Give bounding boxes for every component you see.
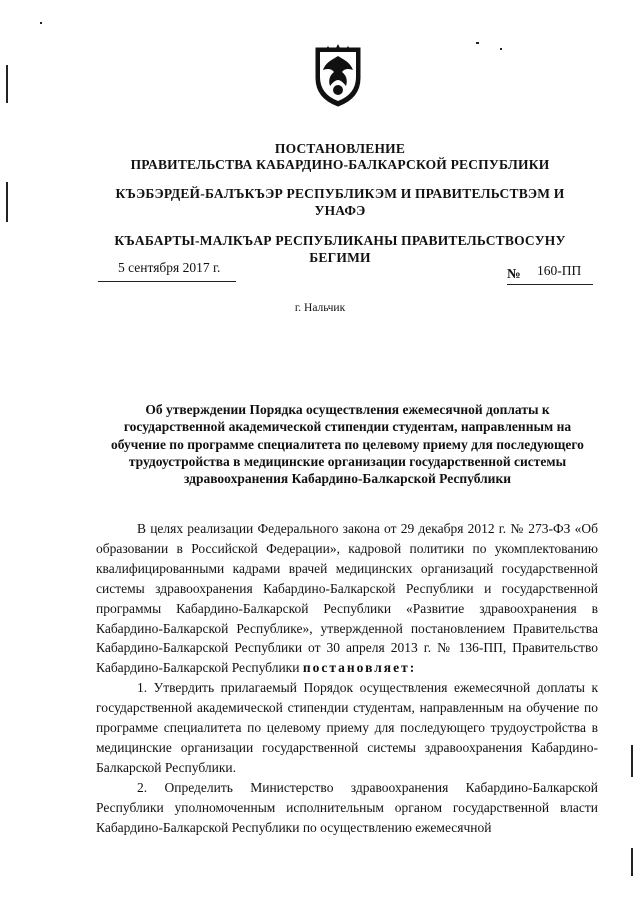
- date-underline: [98, 281, 236, 282]
- document-title: Об утверждении Порядка осуществления ежемесячной доплаты к государственной академической стипендии студентам, направленным на обучение по программе специалитета по целевому приему для последующего трудоустройства в медицинские организации государственной системы здравоохранения Кабардино-Балкарской Республики: [111, 402, 584, 487]
- issuer-heading-krc-cont: БЕГИМИ: [309, 250, 371, 265]
- number-sign: №: [507, 266, 521, 281]
- document-date: 5 сентября 2017 г.: [118, 260, 221, 275]
- resolves-keyword: постановляет:: [302, 660, 417, 676]
- number-underline: [507, 284, 593, 285]
- coat-of-arms-icon: [312, 42, 364, 108]
- document-number: 160-ПП: [537, 263, 582, 278]
- issuer-heading-krc: КЪАБАРТЫ-МАЛКЪАР РЕСПУБЛИКАНЫ ПРАВИТЕЛЬСТВОСУНУ: [114, 233, 566, 248]
- preamble-text: В целях реализации Федерального закона от 29 декабря 2012 г. № 273-ФЗ «Об образовании в Российской Федерации», кадровой политики по укомплектованию квалифицированными кадрами врачей медицинских организаций государственной системы здравоохранения Кабардино-Балкарской Республики и государственной программы Кабардино-Балкарской Республики «Развитие здравоохранения в Кабардино-Балкарской Республике», утвержденной постановлением Правительства Кабардино-Балкарской Республики от 30 апреля 2013 г. № 136-ПП, Правительство Кабардино-Балкарской Республики: [96, 521, 598, 676]
- scan-speck: [476, 42, 479, 44]
- issuer-heading-ru: ПРАВИТЕЛЬСТВА КАБАРДИНО-БАЛКАРСКОЙ РЕСПУБЛИКИ: [130, 157, 550, 172]
- scan-margin-mark: [6, 182, 8, 222]
- scan-speck: [500, 48, 502, 50]
- clause-2: 2. Определить Министерство здравоохранения Кабардино-Балкарской Республики уполномоченным исполнительным органом государственной власти Кабардино-Балкарской Республики по осуществлению ежемесячной: [96, 779, 598, 835]
- issuer-heading-kbd-cont: УНАФЭ: [314, 203, 366, 218]
- scan-margin-mark: [631, 745, 633, 777]
- scan-speck: [40, 22, 42, 24]
- scan-margin-mark: [631, 848, 633, 876]
- preamble-paragraph: [96, 519, 598, 678]
- issuer-heading-kbd: КЪЭБЭРДЕЙ-БАЛЪКЪЭР РЕСПУБЛИКЭМ И ПРАВИТЕЛЬСТВЭМ И: [115, 186, 565, 201]
- clause-1: 1. Утвердить прилагаемый Порядок осуществления ежемесячной доплаты к государственной академической стипендии студентам, направленным на обучение по программе специалитета по целевому приему для последующего трудоустройства в медицинские организации государственной системы здравоохранения Кабардино-Балкарской Республики.: [96, 680, 598, 775]
- scan-margin-mark: [6, 65, 8, 103]
- city-name: г. Нальчик: [294, 302, 346, 314]
- doc-type-heading: ПОСТАНОВЛЕНИЕ: [274, 141, 406, 156]
- document-body: [96, 519, 598, 838]
